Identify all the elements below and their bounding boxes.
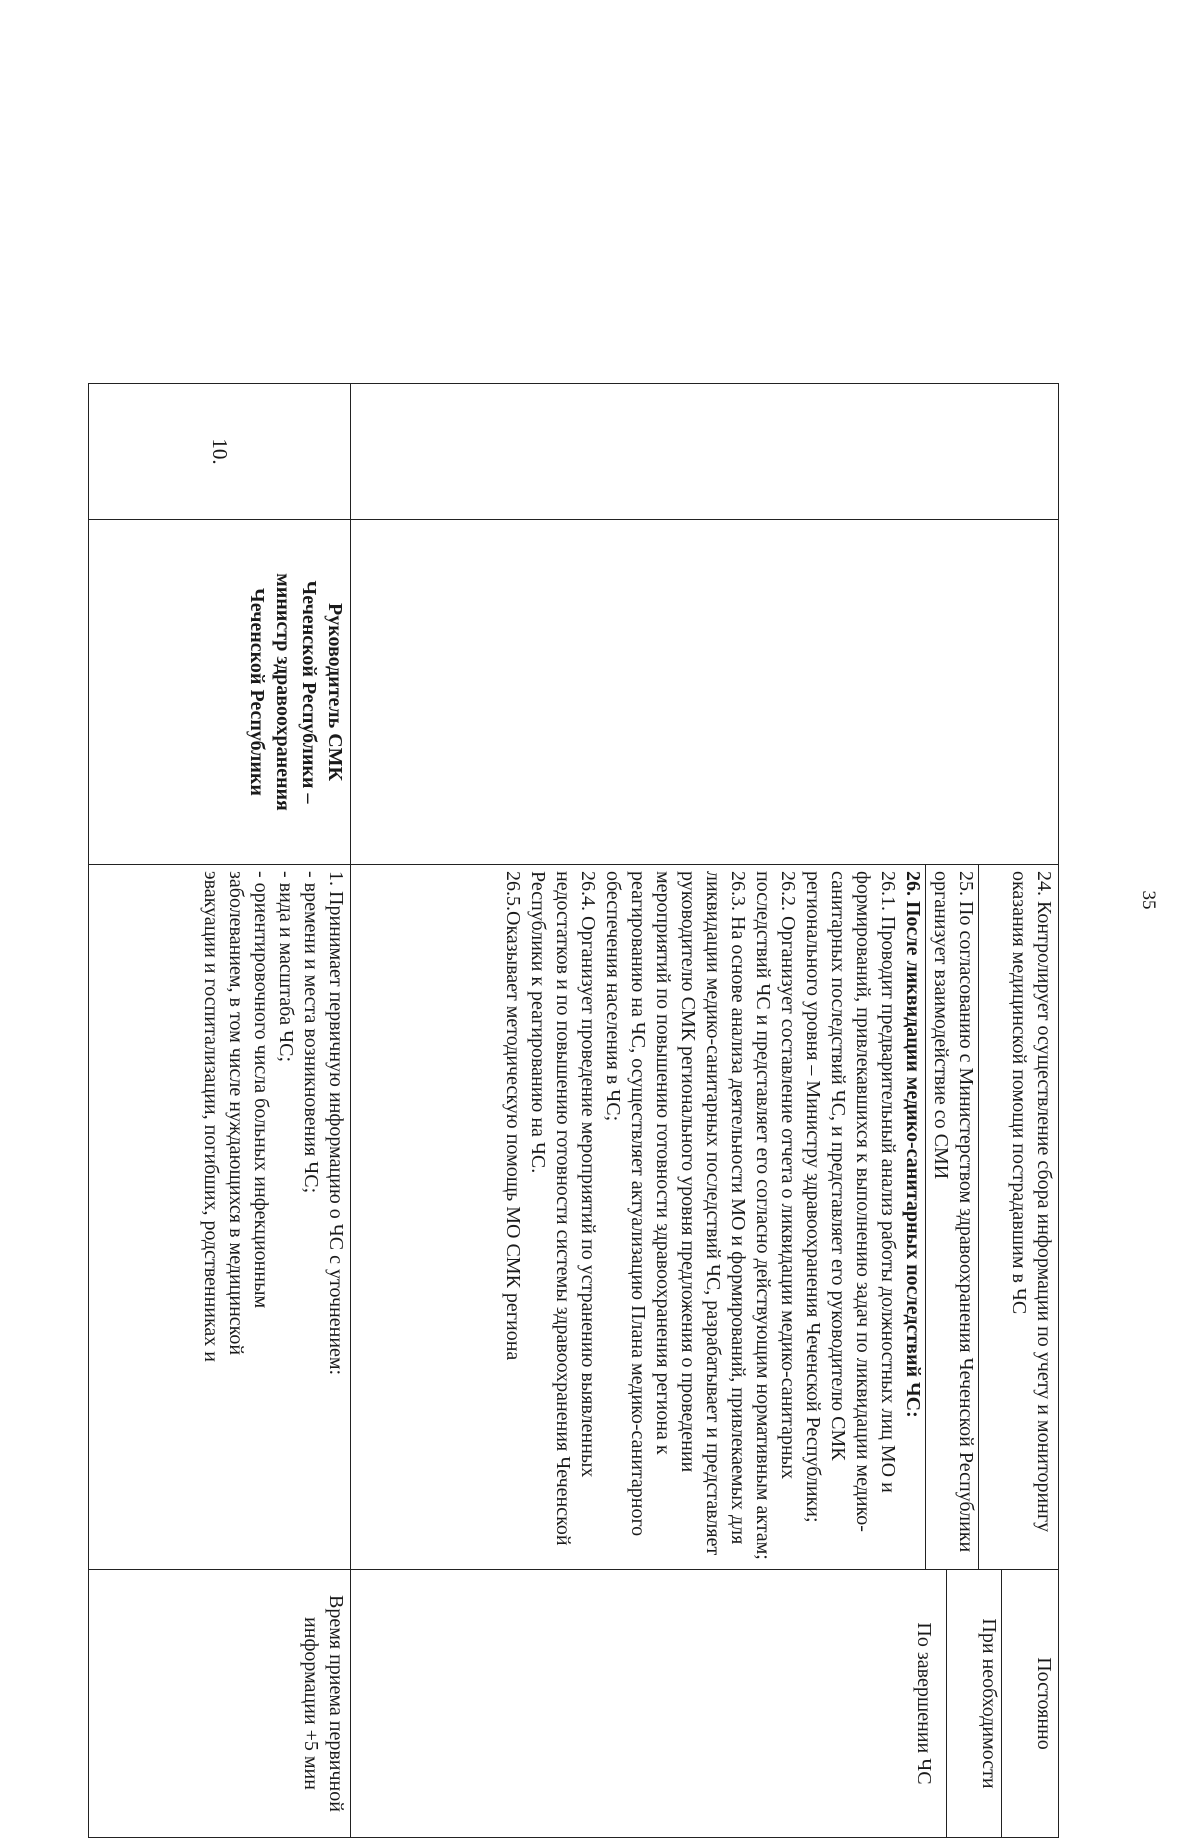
action-line: 1. Принимает первичную информацию о ЧС с уточнением: (325, 871, 347, 1376)
action-line: эвакуации и госпитализации, погибших, родственниках и (200, 871, 222, 1363)
action-line: - ориентировочного числа больных инфекционным (250, 871, 272, 1309)
action-item-26-1: 26.1. Проводит предварительный анализ работы должностных лиц МО и формирований, привлекавшихся к выполнению задач по ликвидации медико-санитарных последствий ЧС, и представляет его руководителю СМК регионального уровня – Министру здравоохранения Чеченской Республики; (802, 871, 899, 1532)
cell-actions-previous (351, 865, 1059, 1570)
time-item-24: Постоянно (1001, 1570, 1056, 1837)
action-item-25: 25. По согласованию с Министерством здравоохранения Чеченской Республики организует взаимодействие со СМИ (925, 865, 978, 1569)
action-item-26-3: 26.3. На основе анализа деятельности МО и формирований, привлекаемых для ликвидации медико-санитарных последствий ЧС, разрабатывает и представляет руководителю СМК регионального уровня предложения о проведении мероприятий по повышению готовности здравоохранения региона к реагированию на ЧС, осуществляет актуализацию Плана медико-санитарного обеспечения населения в ЧС; (602, 871, 749, 1556)
responsible-person (89, 520, 351, 865)
cell-number-empty (351, 384, 1059, 520)
action-item-26-4: 26.4. Организует проведение мероприятий по устранению выявленных недостатков и по повышению готовности системы здравоохранения Чеченской Республики к реагированию на ЧС. (527, 871, 599, 1546)
action-line: - вида и масштаба ЧС; (275, 871, 297, 1063)
cell-responsible-empty (351, 520, 1059, 865)
responsible-line: Чеченской Республики (246, 588, 268, 796)
cell-time-row-10: Время приема первичной информации +5 мин (89, 1570, 351, 1838)
action-item-26 (500, 865, 925, 1569)
action-item-26-5: 26.5.Оказывает методическую помощь МО СМК региона (502, 871, 524, 1361)
time-item-26: По завершении ЧС (913, 1622, 935, 1785)
table-row-10 (89, 384, 351, 1838)
responsible-line: Чеченской Республики – (298, 580, 320, 804)
table-row-previous (351, 384, 1059, 1838)
action-item-24: 24. Контролирует осуществление сбора информации по учету и мониторингу оказания медицинской помощи пострадавшим в ЧС (978, 865, 1056, 1569)
action-line: - времени и места возникновения ЧС; (300, 871, 322, 1194)
responsible-line: министр здравоохранения (272, 573, 294, 811)
plan-table (88, 383, 1059, 1838)
cell-time-previous (351, 1570, 1059, 1838)
cell-actions-row-10 (89, 865, 351, 1570)
action-line: заболеванием, в том числе нуждающихся в медицинской (225, 871, 247, 1356)
action-item-26-title: 26. После ликвидации медико-санитарных последствий ЧС: (902, 871, 924, 1418)
rotated-table-container (99, 383, 1059, 1837)
page-number: 35 (1138, 890, 1159, 910)
action-item-26-2: 26.2. Организует составление отчета о ликвидации медико-санитарных последствий ЧС и представляет его согласно действующим нормативным актам; (752, 871, 799, 1560)
time-item-25: При необходимости (946, 1570, 1001, 1837)
responsible-line: Руководитель СМК (324, 602, 346, 782)
row-number: 10. (89, 384, 351, 520)
